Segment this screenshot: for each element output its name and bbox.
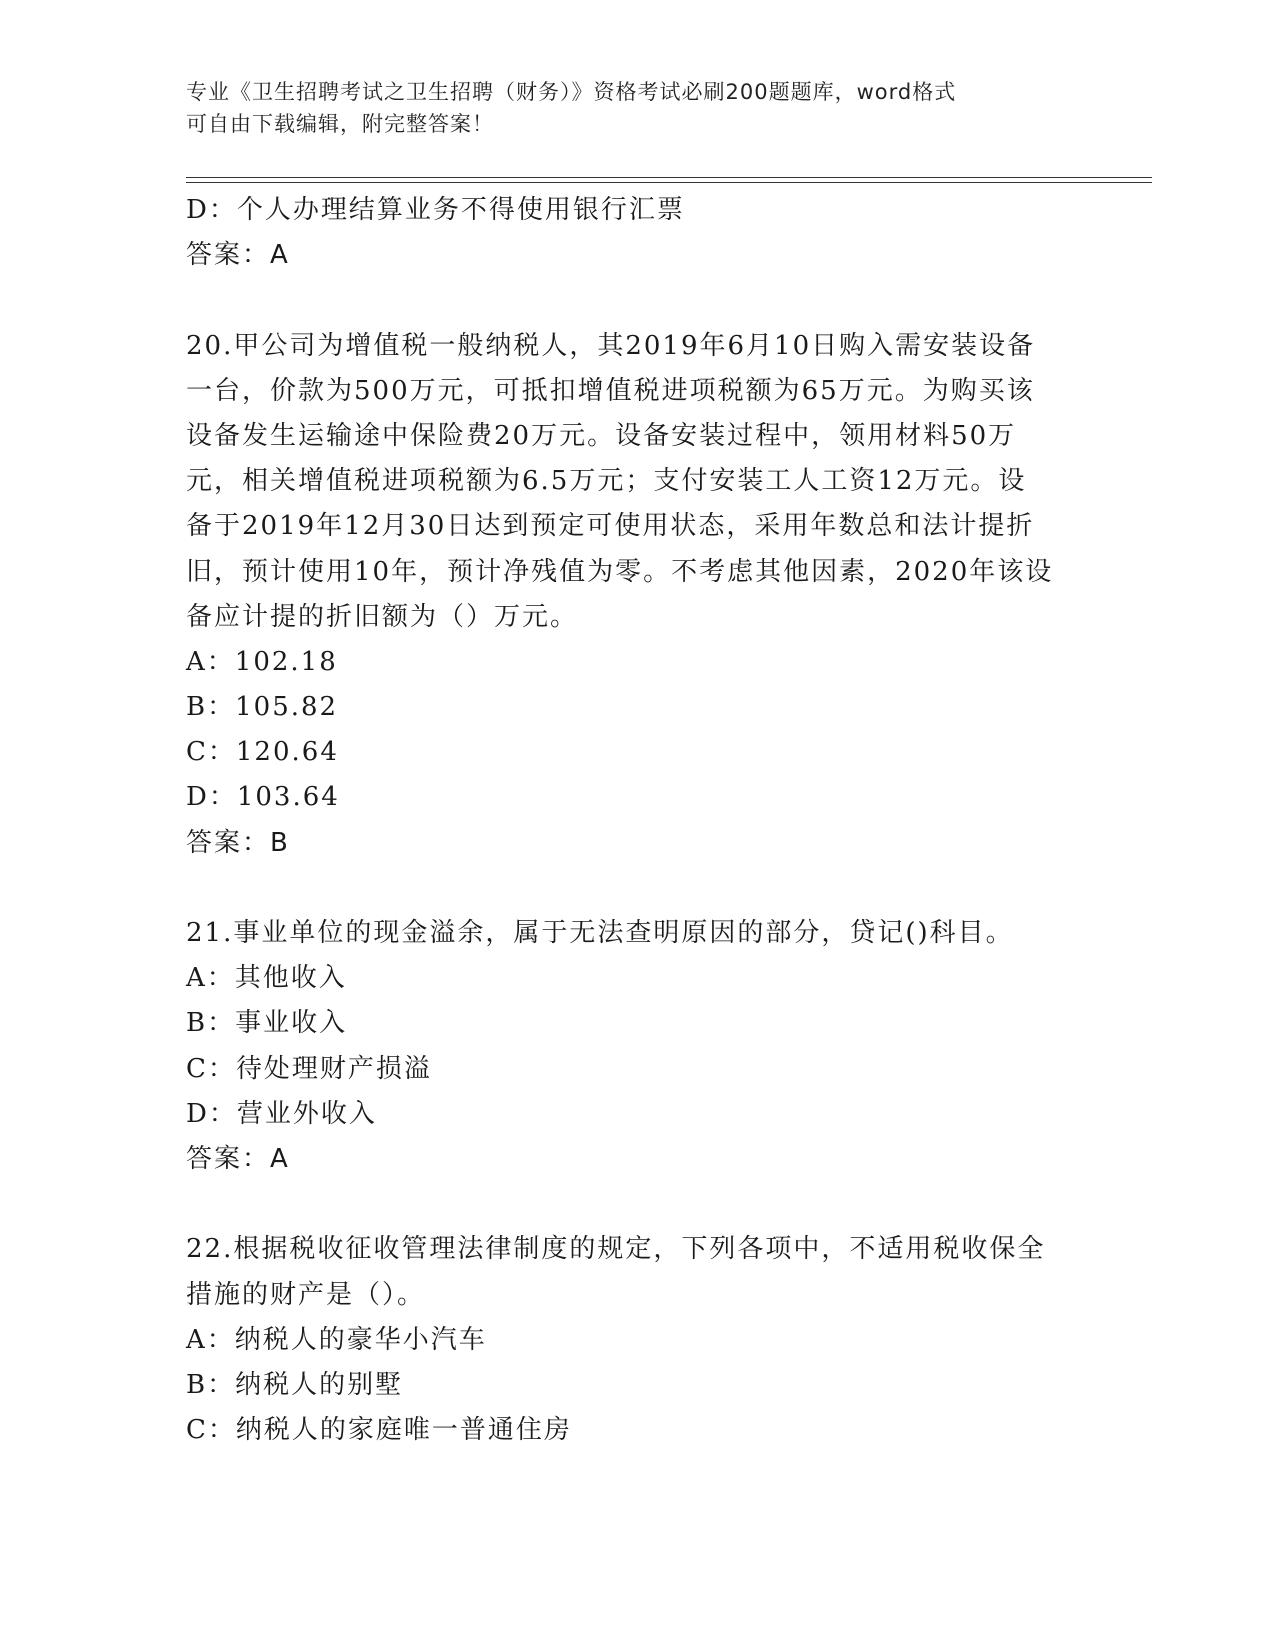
question-text-line: 旧，预计使用10年，预计净残值为零。不考虑其他因素，2020年该设 — [186, 556, 1054, 587]
option-a: A：其他收入 — [186, 963, 347, 994]
option-d: D：营业外收入 — [186, 1098, 377, 1129]
question-text-line: 设备发生运输途中保险费20万元。设备安装过程中，领用材料50万 — [186, 420, 1017, 451]
option-d: D：个人办理结算业务不得使用银行汇票 — [186, 195, 685, 225]
answer-line: 答案：A — [186, 240, 290, 271]
question-text-line: 22.根据税收征收管理法律制度的规定，下列各项中，不适用税收保全 — [186, 1234, 1046, 1265]
option-c: C：120.64 — [186, 737, 339, 768]
spacer — [186, 278, 1086, 323]
question-text-line: 备应计提的折旧额为（）万元。 — [186, 601, 579, 632]
question-text-line: 措施的财产是（）。 — [186, 1279, 426, 1310]
question-22 — [186, 1227, 1086, 1453]
option-c: C：待处理财产损溢 — [186, 1053, 432, 1084]
question-list — [186, 188, 1086, 1453]
document-header — [186, 76, 1066, 140]
spacer — [186, 1182, 1086, 1227]
header-title-line-2: 可自由下载编辑，附完整答案！ — [186, 112, 494, 136]
option-b: B：105.82 — [186, 692, 339, 723]
answer-line: 答案：A — [186, 1143, 290, 1174]
option-d: D：103.64 — [186, 782, 340, 813]
header-divider-top — [186, 177, 1152, 178]
option-a: A：纳税人的豪华小汽车 — [186, 1324, 487, 1355]
header-title-line-1: 专业《卫生招聘考试之卫生招聘（财务）》资格考试必刷200题题库，word格式 — [186, 80, 957, 104]
question-text-line: 20.甲公司为增值税一般纳税人，其2019年6月10日购入需安装设备 — [186, 330, 1036, 361]
question-text-line: 21.事业单位的现金溢余，属于无法查明原因的部分，贷记()科目。 — [186, 918, 1014, 948]
answer-line: 答案：B — [186, 827, 290, 858]
option-a: A：102.18 — [186, 646, 338, 677]
option-b: B：事业收入 — [186, 1008, 348, 1039]
question-text-line: 元，相关增值税进项税额为6.5万元；支付安装工人工资12万元。设 — [186, 466, 1027, 497]
question-20 — [186, 324, 1086, 866]
spacer — [186, 866, 1086, 911]
header-divider-bottom — [186, 182, 1152, 183]
question-text-line: 一台，价款为500万元，可抵扣增值税进项税额为65万元。为购买该 — [186, 375, 1035, 406]
option-b: B：纳税人的别墅 — [186, 1369, 404, 1400]
question-19-tail — [186, 188, 1086, 278]
option-c: C：纳税人的家庭唯一普通住房 — [186, 1415, 572, 1446]
question-text-line: 备于2019年12月30日达到预定可使用状态，采用年数总和法计提折 — [186, 511, 1035, 542]
question-21 — [186, 911, 1086, 1182]
